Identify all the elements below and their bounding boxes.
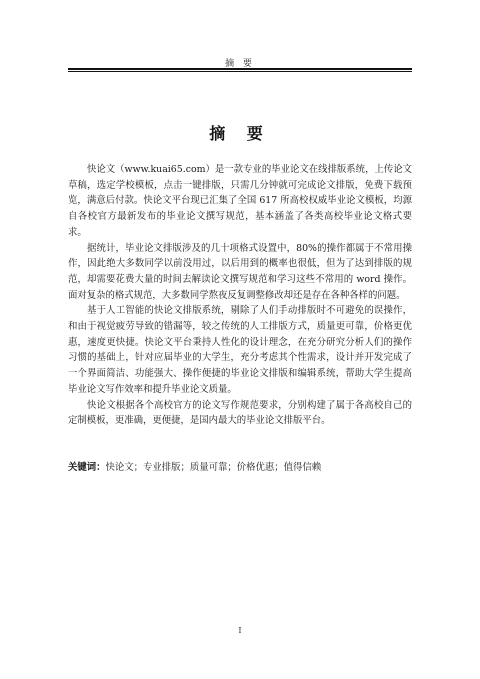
keywords-label: 关键词： (68, 462, 106, 473)
page-title: 摘 要 (209, 124, 271, 143)
paragraph: 快论文（www.kuai65.com）是一款专业的毕业论文在线排版系统，上传论文草稿，选定学校模板，点击一键排版，只需几分钟就可完成论文排版，免费下载预览，满意后付款。快论文平台现已汇集了全国 617 所高校权威毕业论文模板，均源自各校官方最新发布的毕业论文撰写规范，基本涵盖了各类高校毕业论文格式要求。 (68, 164, 412, 238)
paragraph: 据统计，毕业论文排版涉及的几十项格式设置中，80%的操作都属于不常用操作，因此绝大多数同学以前没用过，以后用到的概率也很低，但为了达到排版的规范，却需要花费大量的时间去解读论文撰写规范和学习这些不常用的 word 操作。面对复杂的格式规范，大多数同学熬夜反复调整修改却还是存在各种各样的问题。 (68, 242, 412, 301)
header-rule-thin (68, 71, 412, 72)
page-number: I (238, 626, 242, 635)
paragraph: 基于人工智能的快论文排版系统，剔除了人们手动排版时不可避免的误操作，和由于视觉疲劳导致的错漏等，较之传统的人工排版方式，质量更可靠，价格更优惠，速度更快捷。快论文平台秉持人性化的设计理念，在充分研究分析人们的操作习惯的基础上，针对应届毕业的大学生，充分考虑其个性需求，设计并开发完成了一个界面简洁、功能强大、操作便捷的毕业论文排版和编辑系统，帮助大学生提高毕业论文写作效率和提升毕业论文质量。 (68, 305, 412, 395)
paragraph: 快论文根据各个高校官方的论文写作规范要求，分别构建了属于各高校自己的定制模板，更准确，更便捷，是国内最大的毕业论文排版平台。 (68, 399, 412, 427)
abstract-body (68, 162, 412, 429)
header-rule (68, 68, 412, 70)
keywords-values: 快论文；专业排版；质量可靠；价格优惠；值得信赖 (105, 462, 322, 473)
running-header: 摘 要 (225, 59, 255, 69)
keywords-line (68, 460, 412, 475)
